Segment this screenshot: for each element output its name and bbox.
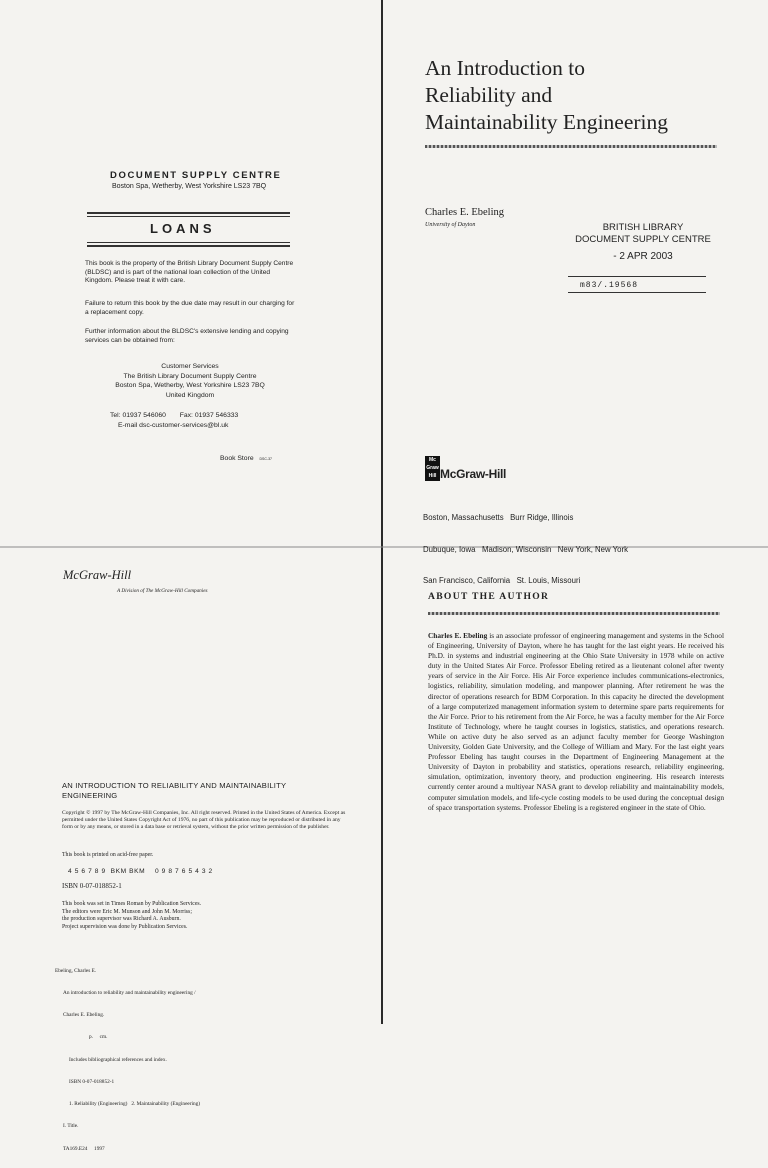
copyright-title-line-2: ENGINEERING — [62, 790, 118, 800]
tel-number: Tel: 01937 546060 — [110, 412, 166, 419]
loans-para-1: This book is the property of the British Library Document Supply Centre (BLDSC) and is part of the national loan collection of the United Kingdom. Please treat it with care. — [85, 260, 294, 285]
contact-line-4: United Kingdom — [165, 391, 215, 399]
loans-rule-top-2 — [87, 216, 290, 217]
publisher-logo-text: McGraw-Hill — [440, 467, 507, 481]
cip-line-5: Includes bibliographical references and index. — [69, 1056, 167, 1063]
page-fold-line — [0, 546, 768, 548]
logo-block-hill: Hill — [428, 473, 437, 479]
stamp-rule-1 — [568, 276, 706, 277]
shelfmark: m83/.19568 — [580, 281, 639, 290]
cip-line-7: 1. Reliability (Engineering) 2. Maintainability (Engineering) — [69, 1101, 201, 1108]
loans-para-3: Further information about the BLDSC's extensive lending and copying services can be obtained from: — [85, 328, 289, 344]
book-title — [425, 55, 668, 136]
credits-line-1: This book was set in Times Roman by Publication Services. — [62, 901, 202, 907]
isbn: ISBN 0-07-018852-1 — [62, 882, 122, 890]
publisher-division: A Division of The McGraw-Hill Companies — [117, 588, 208, 594]
title-line-2: Reliability and — [425, 83, 553, 107]
book-store-label — [220, 455, 272, 462]
cip-line-8: I. Title. — [63, 1123, 79, 1130]
about-author-name: Charles E. Ebeling — [428, 631, 488, 640]
cities-line-3: San Francisco, California St. Louis, Missouri — [423, 576, 581, 585]
loans-para-2: Failure to return this book by the due date may result in our charging for a replacement copy. — [85, 300, 295, 316]
page-gutter-bottom — [381, 548, 383, 1024]
production-credits — [62, 901, 201, 931]
email-address: E-mail dsc-customer-services@bl.uk — [118, 422, 229, 429]
cip-line-6: ISBN 0-07-018852-1 — [69, 1078, 115, 1085]
contact-line-3: Boston Spa, Wetherby, West Yorkshire LS23 7BQ — [115, 382, 265, 389]
copyright-title-line-1: AN INTRODUCTION TO RELIABILITY AND MAINTAINABILITY — [62, 781, 287, 790]
title-rule — [425, 145, 717, 148]
stamp-line-2: DOCUMENT SUPPLY CENTRE — [575, 234, 711, 245]
tel-fax-line — [110, 412, 238, 419]
credits-line-2: The editors were Eric M. Munson and John M. Morriss; — [62, 908, 192, 915]
loans-heading: LOANS — [150, 221, 216, 236]
contact-line-2: The British Library Document Supply Centre — [123, 372, 257, 380]
book-store-code: DSC-37 — [259, 457, 272, 461]
contact-block — [85, 362, 295, 400]
copyright-book-title — [62, 781, 286, 800]
acid-free-note: This book is printed on acid-free paper. — [62, 852, 154, 858]
stamp-rule-2 — [568, 292, 706, 293]
stamp-line-1: BRITISH LIBRARY — [602, 222, 684, 233]
cip-data — [55, 953, 200, 1168]
about-bio — [428, 631, 724, 813]
book-store-text: Book Store — [220, 455, 254, 462]
centre-address: Boston Spa, Wetherby, West Yorkshire LS23 7BQ — [112, 183, 267, 190]
page-gutter-top — [381, 0, 383, 548]
credits-line-4: Project supervision was done by Publication Services. — [62, 923, 188, 930]
library-stamp — [568, 222, 718, 263]
about-heading: ABOUT THE AUTHOR — [428, 591, 550, 602]
loans-rule-bottom — [87, 242, 290, 243]
contact-line-1: Customer Services — [161, 363, 219, 370]
about-rule — [428, 612, 720, 615]
copyright-notice: Copyright © 1997 by The McGraw-Hill Companies, Inc. All right reserved. Printed in the United States of America. Except as permitted under the United States Copyright Act of 1976, no part of this publication may be reproduced or distributed in any form or by any means, or stored in a data base or retrieval system, without the prior written permission of the publisher. — [62, 810, 346, 831]
print-line: 4 5 6 7 8 9 BKM BKM 0 9 8 7 6 5 4 3 2 — [68, 868, 213, 875]
cip-line-9: TA169.E24 1997 — [63, 1145, 105, 1152]
cip-line-3: Charles E. Ebeling. — [63, 1012, 105, 1019]
cip-line-4: p. cm. — [89, 1034, 108, 1041]
cities-line-1: Boston, Massachusetts Burr Ridge, Illinois — [423, 513, 574, 522]
publisher-name: McGraw-Hill — [63, 568, 132, 582]
title-line-3: Maintainability Engineering — [425, 110, 669, 134]
title-line-1: An Introduction to — [425, 56, 586, 80]
loans-rule-top — [87, 212, 290, 214]
cip-line-2: An introduction to reliability and maintainability engineering / — [63, 990, 196, 997]
about-bio-text: is an associate professor of engineering management and systems in the School of Engineering, University of Dayton, where he has taught for the last eight years. He received his Ph.D. in systems and industrial engineering at the Ohio State University in 1978 while on active duty in the United States Air Force. Professor Ebeling retired as a lieutenant colonel after twenty years of service in the Air Force. His Air Force experience includes communications-electronics, logistics, reliability, simulation modeling, and manpower planning. After retirement he was the director of operations research for BDM Corporation. In this capacity he directed the development of a large computerized management information system to determine spare parts requirements for the Air Force. Prior to his retirement from the Air Force, he was a faculty member for the Air Force Institute of Technology, where he taught courses in logistics, statistics, and operations research. While on active duty he also served as an adjunct faculty member for George Washington University, Golden Gate University, and the College of William and Mary. For the last eight years Professor Ebeling has taught courses in the Department of Engineering Management at the University of Dayton in probability and statistics, operations research, reliability engineering, simulation, optimization, inventory theory, and production engineering. His research interests currently center around a multiyear NASA grant to develop reliability and maintainability models, computer simulation models, and life-cycle costing models to be used during the conceptual design of space transportation systems. Professor Ebeling is a registered engineer in the state of Ohio. — [428, 631, 724, 812]
centre-title: DOCUMENT SUPPLY CENTRE — [110, 170, 282, 181]
fax-number: Fax: 01937 546333 — [179, 412, 239, 419]
credits-line-3: the production supervisor was Richard A. Ausburn. — [62, 916, 181, 923]
logo-block-mc: Mc — [429, 457, 436, 463]
author-name: Charles E. Ebeling — [425, 207, 505, 218]
author-affiliation: University of Dayton — [425, 222, 476, 228]
cip-line-1: Ebeling, Charles E. — [55, 967, 97, 974]
logo-block-icon — [425, 456, 440, 481]
loans-rule-bottom-2 — [87, 245, 290, 247]
logo-block-graw: Graw — [426, 465, 439, 471]
cities-line-2: Dubuque, Iowa Madison, Wisconsin New York, New York — [423, 544, 628, 554]
stamp-date: - 2 APR 2003 — [613, 251, 673, 262]
